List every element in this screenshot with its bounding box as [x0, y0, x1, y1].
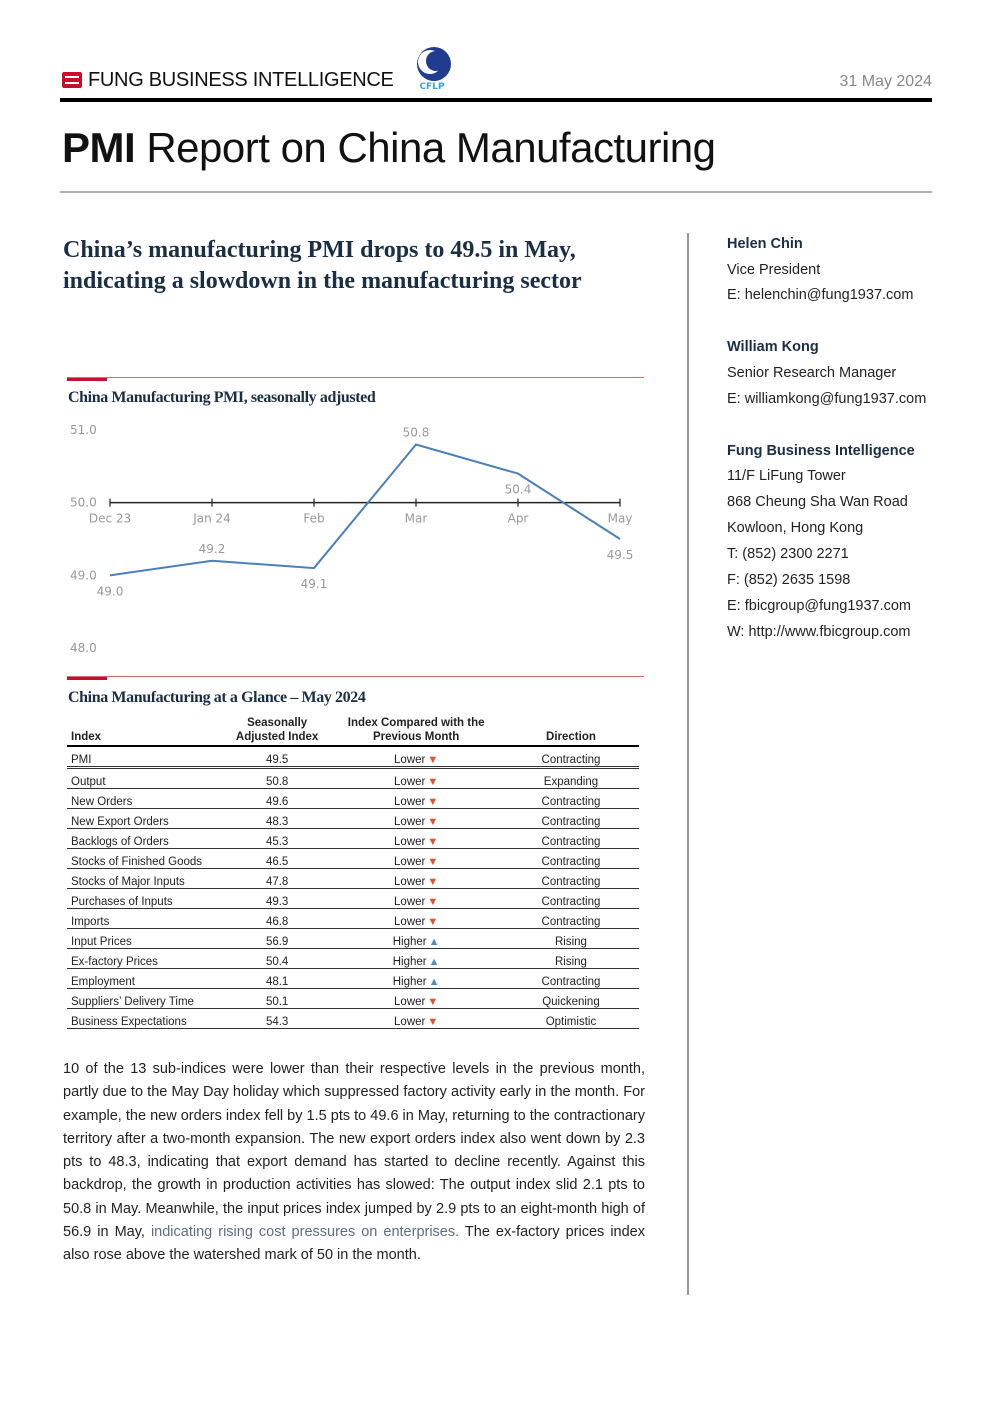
cell-compare: [329, 909, 503, 929]
cell-index-name: [67, 929, 225, 949]
cell-sa-value-text: 49.6: [265, 796, 289, 808]
cell-direction: [503, 829, 639, 849]
cell-compare: [329, 849, 503, 869]
cell-sa-value: [225, 849, 329, 869]
org-web[interactable]: W: http://www.fbicgroup.com: [727, 624, 911, 640]
cell-direction: [503, 969, 639, 989]
table-row: [67, 929, 639, 949]
cell-compare-text: Lower: [394, 876, 426, 888]
data-label: 49.1: [300, 577, 328, 592]
cell-sa-value: [225, 929, 329, 949]
cell-compare-text: Lower: [394, 796, 426, 808]
cell-direction-text: Contracting: [541, 976, 601, 988]
org-addr1: 11/F LiFung Tower: [727, 468, 846, 484]
cell-sa-value: [225, 768, 329, 789]
cell-sa-value: [225, 829, 329, 849]
cell-index-name: [67, 829, 225, 849]
header-direction: Direction: [503, 716, 639, 746]
data-label: 50.4: [504, 482, 532, 497]
cell-compare: [329, 809, 503, 829]
y-tick-label: 50.0: [70, 495, 97, 510]
cell-direction-text: Rising: [554, 956, 587, 968]
table-section-rule: [67, 676, 644, 677]
header-cmp-line2: Previous Month: [373, 731, 460, 743]
org-email[interactable]: E: fbicgroup@fung1937.com: [727, 598, 911, 614]
cell-compare-text: Lower: [394, 1016, 426, 1028]
cell-direction: [503, 1009, 639, 1029]
cell-compare: [329, 768, 503, 789]
cell-sa-value: [225, 746, 329, 768]
header-sa-line1: Seasonally: [247, 717, 308, 729]
down-arrow-icon: ▼: [427, 996, 439, 1008]
title-rule: [60, 191, 932, 193]
data-label: 49.5: [606, 548, 634, 562]
cell-compare: [329, 969, 503, 989]
cell-compare-text: Higher: [392, 956, 427, 968]
pmi-line-chart: [62, 420, 652, 660]
cell-index-name: [67, 969, 225, 989]
down-arrow-icon: ▼: [427, 776, 439, 788]
header-cmp-line1: Index Compared with the: [347, 717, 485, 729]
down-arrow-icon: ▼: [427, 816, 439, 828]
cell-compare-text: Higher: [392, 936, 427, 948]
y-tick-label: 48.0: [70, 641, 97, 655]
cell-index-name-text: Suppliers’ Delivery Time: [71, 996, 194, 1008]
cell-compare: [329, 869, 503, 889]
table-row: [67, 989, 639, 1009]
data-label: 49.0: [96, 584, 124, 599]
table-title: China Manufacturing at a Glance – May 2024: [68, 689, 366, 706]
cell-index-name: [67, 849, 225, 869]
cell-index-name-text: Input Prices: [71, 936, 132, 948]
cell-direction-text: Optimistic: [545, 1016, 597, 1028]
cell-sa-value: [225, 809, 329, 829]
cell-sa-value-text: 48.1: [265, 976, 289, 988]
cell-sa-value-text: 54.3: [265, 1016, 289, 1028]
cell-direction: [503, 869, 639, 889]
cell-index-name: [67, 746, 225, 768]
table-row: [67, 768, 639, 789]
cell-direction-text: Contracting: [541, 754, 601, 766]
cell-compare: [329, 829, 503, 849]
cell-direction: [503, 768, 639, 789]
cell-direction-text: Contracting: [541, 836, 601, 848]
cell-direction: [503, 929, 639, 949]
cell-sa-value: [225, 909, 329, 929]
cell-index-name: [67, 809, 225, 829]
cell-sa-value-text: 47.8: [265, 876, 289, 888]
cell-index-name-text: New Export Orders: [71, 816, 169, 828]
x-tick-label: May: [607, 511, 633, 526]
cell-direction: [503, 809, 639, 829]
cell-direction-text: Contracting: [541, 856, 601, 868]
cell-index-name: [67, 1009, 225, 1029]
cell-direction: [503, 949, 639, 969]
down-arrow-icon: ▼: [427, 876, 439, 888]
down-arrow-icon: ▼: [427, 896, 439, 908]
cell-sa-value-text: 46.5: [265, 856, 289, 868]
cell-sa-value-text: 49.3: [265, 896, 289, 908]
org-fax: F: (852) 2635 1598: [727, 572, 851, 588]
chart-section-rule: [67, 377, 644, 378]
table-row: [67, 909, 639, 929]
cell-direction-text: Contracting: [541, 916, 601, 928]
headline: China’s manufacturing PMI drops to 49.5 in May, indicating a slowdown in the manufacturing sector: [63, 237, 582, 294]
cell-direction: [503, 849, 639, 869]
down-arrow-icon: ▼: [427, 796, 439, 808]
glance-table: [67, 716, 639, 1029]
x-tick-label: Apr: [507, 511, 529, 526]
up-arrow-icon: ▲: [428, 956, 440, 968]
org-tel: T: (852) 2300 2271: [727, 546, 849, 562]
cell-index-name-text: Business Expectations: [71, 1016, 187, 1028]
table-row: [67, 746, 639, 768]
body-paragraph: [63, 1058, 645, 1268]
contact1-email[interactable]: E: helenchin@fung1937.com: [727, 287, 914, 303]
cell-direction-text: Expanding: [543, 776, 599, 788]
cell-index-name-text: New Orders: [71, 796, 133, 808]
table-row: [67, 969, 639, 989]
cell-direction: [503, 889, 639, 909]
header-index: Index: [67, 716, 225, 746]
cell-index-name: [67, 989, 225, 1009]
cell-compare-text: Higher: [392, 976, 427, 988]
cell-compare-text: Lower: [394, 856, 426, 868]
report-date: 31 May 2024: [839, 73, 932, 90]
cell-direction: [503, 989, 639, 1009]
table-row: [67, 849, 639, 869]
x-tick-label: Feb: [303, 511, 325, 526]
table-row: [67, 1009, 639, 1029]
table-row: [67, 869, 639, 889]
data-label: 50.8: [402, 425, 430, 440]
table-row: [67, 809, 639, 829]
header-seasonally-adjusted: [225, 716, 329, 746]
cell-compare: [329, 929, 503, 949]
cell-compare: [329, 746, 503, 768]
cell-index-name: [67, 789, 225, 809]
report-title-bold: PMI: [62, 124, 136, 171]
y-tick-label: 51.0: [70, 423, 97, 437]
cell-compare-text: Lower: [394, 996, 426, 1008]
table-row: [67, 789, 639, 809]
cell-index-name-text: Employment: [71, 976, 135, 988]
cell-compare: [329, 1009, 503, 1029]
chart-title: China Manufacturing PMI, seasonally adjusted: [68, 389, 376, 406]
brand-name: FUNG BUSINESS INTELLIGENCE: [88, 69, 394, 91]
cell-index-name-text: Stocks of Major Inputs: [71, 876, 185, 888]
x-tick-label: Mar: [404, 511, 428, 526]
contact1-title: Vice President: [727, 262, 821, 278]
cell-direction: [503, 789, 639, 809]
brand-logo-icon: [62, 72, 82, 88]
header-sa-line2: Adjusted Index: [235, 731, 319, 743]
cell-index-name-text: Imports: [71, 916, 110, 928]
body-text-highlight: indicating rising cost pressures on enterprises.: [150, 1224, 460, 1241]
body-text-part2: The ex-factory prices index also rose above the watershed mark of 50 in the month.: [63, 1224, 645, 1264]
cell-sa-value: [225, 989, 329, 1009]
cell-index-name-text: Stocks of Finished Goods: [71, 856, 203, 868]
org-name: Fung Business Intelligence: [727, 443, 915, 459]
header-compared: [329, 716, 503, 746]
cell-index-name-text: Purchases of Inputs: [71, 896, 173, 908]
cell-index-name-text: Output: [71, 776, 106, 788]
down-arrow-icon: ▼: [427, 1016, 439, 1028]
cell-index-name-text: Ex-factory Prices: [71, 956, 158, 968]
org-addr2: 868 Cheung Sha Wan Road: [727, 494, 908, 510]
up-arrow-icon: ▲: [428, 936, 440, 948]
cell-index-name: [67, 889, 225, 909]
column-divider: [687, 233, 689, 1295]
table-row: [67, 889, 639, 909]
cell-sa-value: [225, 789, 329, 809]
cell-compare-text: Lower: [394, 916, 426, 928]
header-rule: [60, 98, 932, 102]
report-title-rest: Report on China Manufacturing: [135, 124, 716, 171]
cell-sa-value-text: 46.8: [265, 916, 289, 928]
up-arrow-icon: ▲: [428, 976, 440, 988]
cell-compare-text: Lower: [394, 896, 426, 908]
cell-sa-value-text: 50.1: [265, 996, 289, 1008]
pmi-series-line: [110, 445, 620, 576]
cell-compare: [329, 949, 503, 969]
table-row: [67, 949, 639, 969]
cell-sa-value-text: 48.3: [265, 816, 289, 828]
cell-direction: [503, 909, 639, 929]
cell-index-name-text: Backlogs of Orders: [71, 836, 169, 848]
cell-compare: [329, 789, 503, 809]
cell-sa-value-text: 50.8: [265, 776, 289, 788]
cell-direction-text: Rising: [554, 936, 587, 948]
contact2-name: William Kong: [727, 339, 819, 355]
cell-sa-value: [225, 869, 329, 889]
down-arrow-icon: ▼: [427, 754, 439, 766]
cell-compare-text: Lower: [394, 754, 426, 766]
cell-direction-text: Quickening: [542, 996, 600, 1008]
down-arrow-icon: ▼: [427, 836, 439, 848]
cell-direction-text: Contracting: [541, 896, 601, 908]
cell-sa-value-text: 50.4: [265, 956, 289, 968]
report-title: [62, 124, 716, 172]
cell-compare-text: Lower: [394, 776, 426, 788]
cell-sa-value-text: 49.5: [265, 754, 289, 766]
cell-index-name: [67, 869, 225, 889]
down-arrow-icon: ▼: [427, 916, 439, 928]
table-row: [67, 829, 639, 849]
cell-index-name: [67, 949, 225, 969]
cell-direction: [503, 746, 639, 768]
contact1-name: Helen Chin: [727, 236, 803, 252]
down-arrow-icon: ▼: [427, 856, 439, 868]
x-tick-label: Jan 24: [193, 511, 231, 526]
data-label: 49.2: [198, 541, 226, 556]
cell-sa-value: [225, 1009, 329, 1029]
cflp-logo: [408, 46, 456, 92]
cell-sa-value: [225, 949, 329, 969]
table-header-row: [67, 716, 639, 746]
cell-compare: [329, 889, 503, 909]
cell-sa-value: [225, 889, 329, 909]
cell-compare-text: Lower: [394, 836, 426, 848]
cell-sa-value-text: 56.9: [265, 936, 289, 948]
cell-index-name-text: PMI: [71, 754, 92, 766]
contact2-email[interactable]: E: williamkong@fung1937.com: [727, 391, 927, 407]
body-text-part1: 10 of the 13 sub-indices were lower than their respective levels in the previous month, partly due to the May Day holiday which suppressed factory activity early in the month. For example, the new orders index fell by 1.5 pts to 49.6 in May, returning to the contractionary territory after a two-month expansion. The new export orders index also went down by 2.3 pts to 48.3, indicating that export demand has started to decline recently. Against this backdrop, the growth in production activities has slowed: The output index slid 2.1 pts to 50.8 in May. Meanwhile, the input prices index jumped by 2.9 pts to an eight-month high of 56.9 in May,: [63, 1061, 645, 1241]
cell-sa-value-text: 45.3: [265, 836, 289, 848]
cell-direction-text: Contracting: [541, 876, 601, 888]
cell-compare: [329, 989, 503, 1009]
x-tick-label: Dec 23: [88, 511, 132, 526]
cell-index-name: [67, 909, 225, 929]
y-tick-label: 49.0: [70, 568, 97, 583]
cell-direction-text: Contracting: [541, 816, 601, 828]
cflp-logo-text: CFLP: [419, 82, 445, 92]
contact2-title: Senior Research Manager: [727, 365, 897, 381]
cell-index-name: [67, 768, 225, 789]
cell-compare-text: Lower: [394, 816, 426, 828]
cell-sa-value: [225, 969, 329, 989]
org-addr3: Kowloon, Hong Kong: [727, 520, 864, 536]
cell-direction-text: Contracting: [541, 796, 601, 808]
